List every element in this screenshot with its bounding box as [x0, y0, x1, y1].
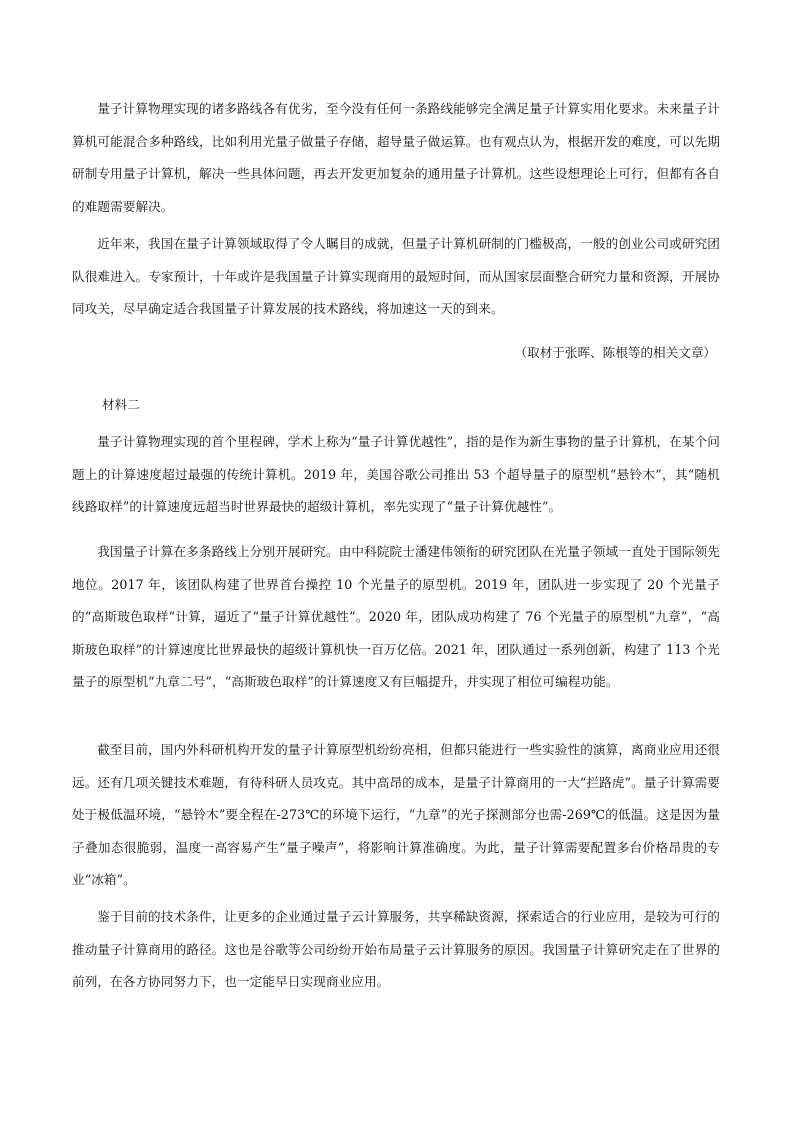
paragraph-2: 近年来，我国在量子计算领域取得了令人瞩目的成就，但量子计算机研制的门槛极高，一般的创业公司或研究团队很难进入。专家预计，十年或许是我国量子计算实现商用的最短时间，而从国家层面整合研究力量和资源，开展协同攻关，尽早确定适合我国量子计算发展的技术路线，将加速这一天的到来。 — [72, 236, 720, 316]
section-heading-material-two: 材料二 — [102, 397, 140, 412]
source-attribution: （取材于张晖、陈根等的相关文章） — [514, 345, 716, 360]
paragraph-5: 截至目前，国内外科研机构开发的量子计算原型机纷纷亮相，但都只能进行一些实验性的演算，离商业应用还很远。还有几项关键技术难题，有待科研人员攻克。其中高昂的成本，是量子计算商用的一大“拦路虎”。量子计算需要处于极低温环境，“悬铃木”要全程在-273℃的环境下运行，“九章”的光子探测部分也需-269℃的低温。这是因为量子叠加态很脆弱，温度一高容易产生“量子噪声”，将影响计算准确度。为此，量子计算需要配置多台价格昂贵的专业“冰箱”。 — [72, 742, 720, 887]
paragraph-4: 我国量子计算在多条路线上分别开展研究。由中科院院士潘建伟领衔的研究团队在光量子领域一直处于国际领先地位。2017 年，该团队构建了世界首台操控 10 个光量子的原型机。2019 年，团队进一步实现了 20 个光量子的“高斯玻色取样”计算，逼近了“量子计算优越性”。2020 年，团队成功构建了 76 个光量子的原型机“九章”，“高斯玻色取样”的计算速度比世界最快的超级计算机快一百万亿倍。2021 年，团队通过一系列创新，构建了 113 个光量子的原型机“九章二号”，“高斯玻色取样”的计算速度又有巨幅提升，并实现了相位可编程功能。 — [72, 544, 720, 689]
paragraph-6: 鉴于目前的技术条件，让更多的企业通过量子云计算服务，共享稀缺资源，探索适合的行业应用，是较为可行的推动量子计算商用的路径。这也是谷歌等公司纷纷开始布局量子云计算服务的原因。我国量子计算研究走在了世界的前列，在各方协同努力下，也一定能早日实现商业应用。 — [72, 909, 720, 989]
paragraph-1: 量子计算物理实现的诸多路线各有优劣，至今没有任何一条路线能够完全满足量子计算实用化要求。未来量子计算机可能混合多种路线，比如利用光量子做量子存储，超导量子做运算。也有观点认为，根据开发的难度，可以先期研制专用量子计算机，解决一些具体问题，再去开发更加复杂的通用量子计算机。这些设想理论上可行，但都有各自的难题需要解决。 — [72, 101, 720, 214]
paragraph-3: 量子计算物理实现的首个里程碑，学术上称为“量子计算优越性”，指的是作为新生事物的量子计算机，在某个问题上的计算速度超过最强的传统计算机。2019 年，美国谷歌公司推出 53 个超导量子的原型机“悬铃木”，其“随机线路取样”的计算速度远超当时世界最快的超级计算机，率先实现了“量子计算优越性”。 — [72, 434, 720, 514]
